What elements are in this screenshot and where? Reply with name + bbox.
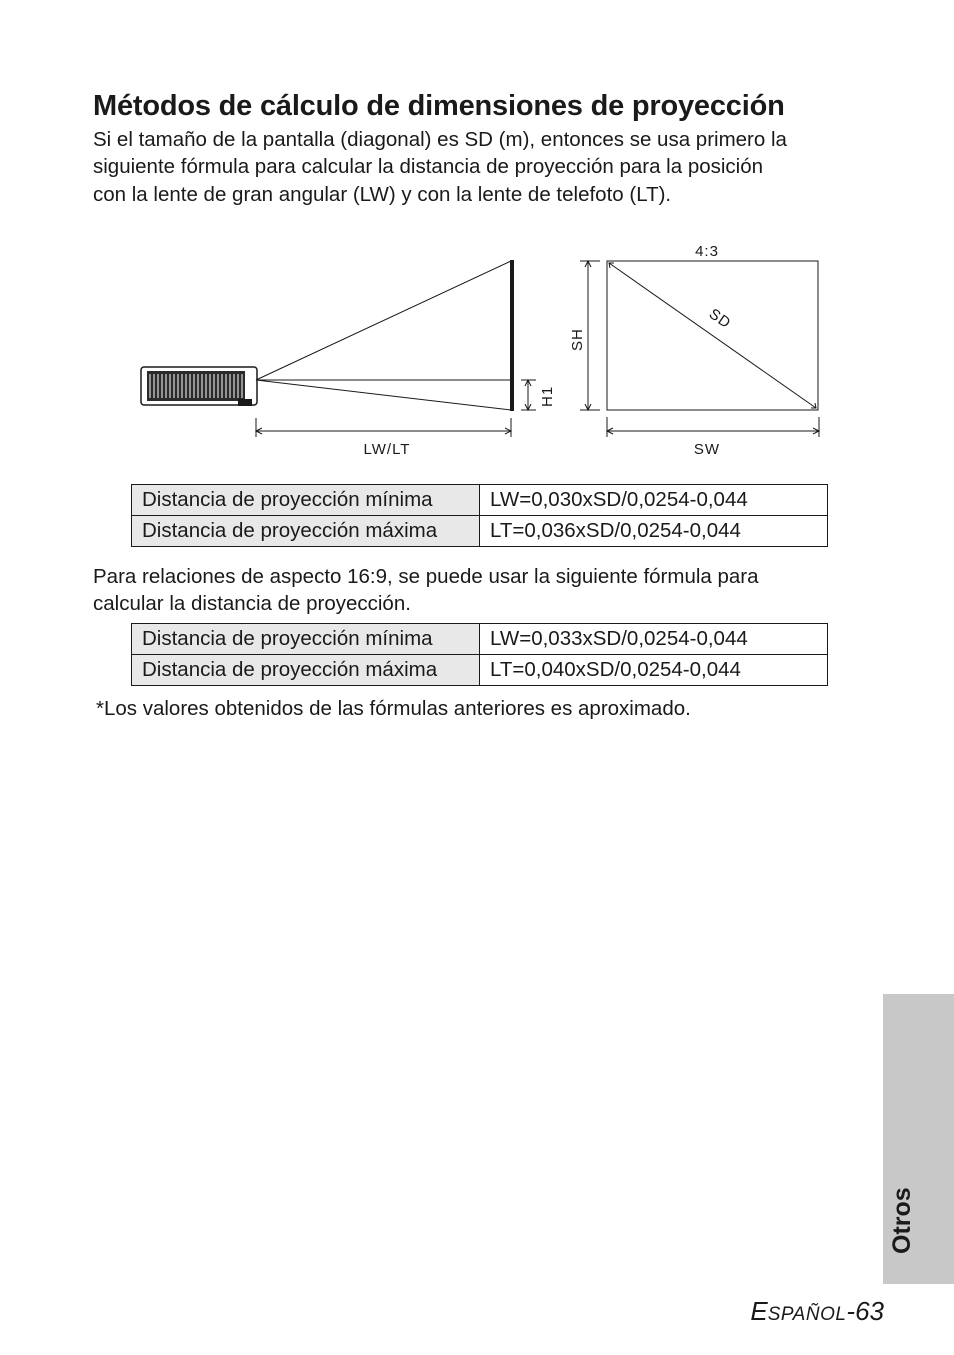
sd-diagonal <box>609 263 816 408</box>
row-label: Distancia de proyección máxima <box>132 516 480 547</box>
intro-line: Si el tamaño de la pantalla (diagonal) es SD (m), entonces se usa primero la <box>93 128 787 151</box>
page-footer <box>750 1296 884 1327</box>
sh-label: SH <box>569 328 586 351</box>
para-line: Para relaciones de aspecto 16:9, se puede usar la siguiente fórmula para <box>93 565 759 588</box>
projector-illustration <box>141 367 257 406</box>
row-formula: LT=0,040xSD/0,0254-0,044 <box>480 655 828 686</box>
intro-paragraph <box>93 126 787 208</box>
table-row <box>132 624 828 655</box>
lwlt-label: LW/LT <box>363 441 411 458</box>
row-label: Distancia de proyección mínima <box>132 485 480 516</box>
section-tab-label: Otros <box>888 1187 916 1254</box>
projection-beam <box>256 261 511 410</box>
lwlt-dimension <box>256 418 511 437</box>
intro-line: con la lente de gran angular (LW) y con la lente de telefoto (LT). <box>93 182 672 206</box>
sd-label: SD <box>705 305 735 333</box>
table-row <box>132 485 828 516</box>
h1-label: H1 <box>539 385 556 407</box>
page-title: Métodos de cálculo de dimensiones de proyección <box>93 90 785 122</box>
h1-dimension <box>521 380 536 410</box>
aspect-16-9-paragraph <box>93 563 759 618</box>
footer-lang-initial: E <box>750 1296 768 1326</box>
table-row <box>132 655 828 686</box>
approximation-note: *Los valores obtenidos de las fórmulas anteriores es aproximado. <box>96 697 691 720</box>
sw-label: SW <box>693 441 721 458</box>
para-line: calcular la distancia de proyección. <box>93 592 411 616</box>
footer-lang-rest: SPAÑOL <box>767 1304 847 1325</box>
row-formula: LT=0,036xSD/0,0254-0,044 <box>480 516 828 547</box>
intro-line: siguiente fórmula para calcular la distancia de proyección para la posición <box>93 155 764 179</box>
row-formula: LW=0,033xSD/0,0254-0,044 <box>480 624 828 655</box>
row-label: Distancia de proyección máxima <box>132 655 480 686</box>
formula-table-4-3 <box>131 484 828 547</box>
section-tab <box>883 994 954 1284</box>
row-formula: LW=0,030xSD/0,0254-0,044 <box>480 485 828 516</box>
projection-diagram <box>130 232 830 467</box>
table-row <box>132 516 828 547</box>
aspect-ratio-label: 4:3 <box>695 243 719 260</box>
row-label: Distancia de proyección mínima <box>132 624 480 655</box>
page-number: -63 <box>846 1296 884 1326</box>
formula-table-16-9 <box>131 623 828 686</box>
sw-dimension <box>607 417 819 437</box>
